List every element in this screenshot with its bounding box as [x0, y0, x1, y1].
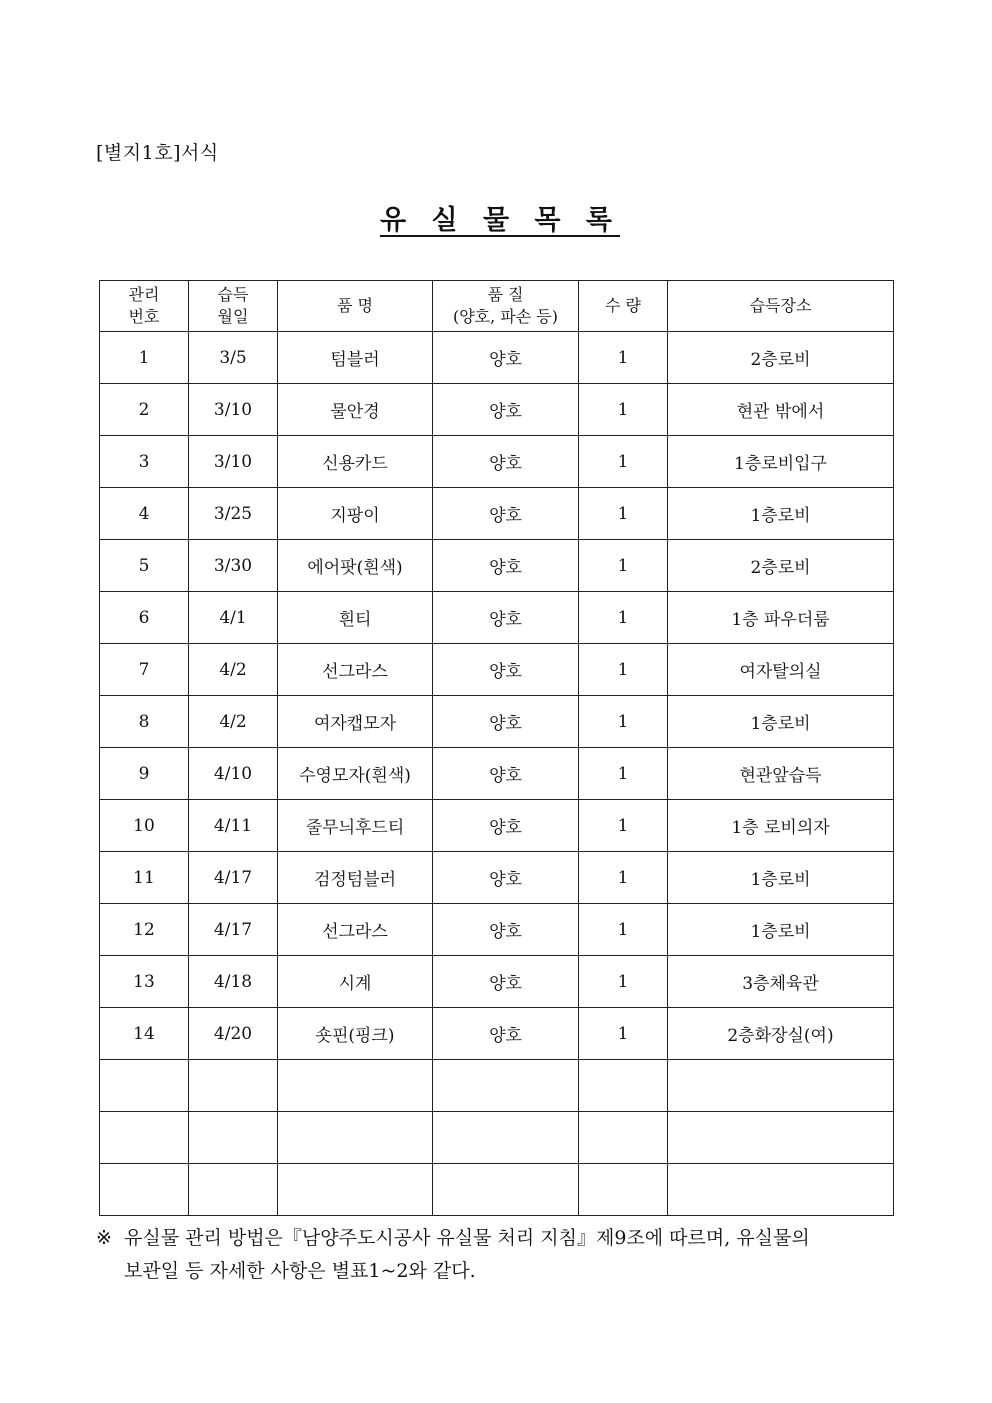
col-found-location-cell: 현관앞습득 [668, 748, 894, 800]
col-found-date-cell [189, 1112, 278, 1164]
col-found-location-header [668, 281, 894, 332]
col-item-condition-cell: 양호 [433, 644, 579, 696]
col-found-date-cell: 4/17 [189, 852, 278, 904]
col-management-number-cell [100, 1112, 189, 1164]
col-item-name-cell: 선그라스 [278, 644, 433, 696]
table-row [100, 800, 894, 852]
col-found-location-cell [668, 1112, 894, 1164]
col-item-condition-cell: 양호 [433, 332, 579, 384]
col-item-name-cell: 검정텀블러 [278, 852, 433, 904]
col-found-date-cell [189, 1060, 278, 1112]
col-item-condition-cell [433, 1112, 579, 1164]
col-item-condition-header [433, 281, 579, 332]
table-row [100, 332, 894, 384]
note-text-1: 유실물 관리 방법은『남양주도시공사 유실물 처리 지침』제9조에 따르며, 유실물의 [124, 1227, 810, 1249]
col-found-location-cell: 1층로비 [668, 696, 894, 748]
col-found-location-cell: 1층로비 [668, 488, 894, 540]
table-row [100, 540, 894, 592]
col-found-date-cell: 4/2 [189, 644, 278, 696]
col-quantity-cell: 1 [579, 1008, 668, 1060]
col-management-number-cell: 7 [100, 644, 189, 696]
col-found-location-cell: 1층 파우더룸 [668, 592, 894, 644]
col-quantity-cell: 1 [579, 748, 668, 800]
table-row [100, 592, 894, 644]
header-row [100, 281, 894, 332]
col-found-location-cell: 2층로비 [668, 332, 894, 384]
header-line-1: 품 질 [487, 285, 524, 304]
col-management-number-cell: 4 [100, 488, 189, 540]
col-item-condition-cell: 양호 [433, 540, 579, 592]
col-item-condition-cell: 양호 [433, 384, 579, 436]
note [96, 1222, 894, 1288]
col-item-name-cell: 텀블러 [278, 332, 433, 384]
col-quantity-cell: 1 [579, 436, 668, 488]
col-item-condition-cell: 양호 [433, 436, 579, 488]
col-found-location-cell: 2층로비 [668, 540, 894, 592]
col-management-number-cell: 14 [100, 1008, 189, 1060]
col-item-condition-cell: 양호 [433, 1008, 579, 1060]
col-item-name-header [278, 281, 433, 332]
note-line-2: 보관일 등 자세한 사항은 별표1~2와 같다. [124, 1260, 476, 1282]
table-row [100, 436, 894, 488]
col-found-date-cell: 4/18 [189, 956, 278, 1008]
col-found-date-cell: 3/10 [189, 436, 278, 488]
col-item-name-cell: 신용카드 [278, 436, 433, 488]
col-item-condition-cell: 양호 [433, 852, 579, 904]
table-row [100, 1060, 894, 1112]
col-management-number-cell [100, 1060, 189, 1112]
col-found-location-cell: 1층로비입구 [668, 436, 894, 488]
col-management-number-cell: 11 [100, 852, 189, 904]
col-management-number-cell: 1 [100, 332, 189, 384]
col-item-name-cell: 줄무늬후드티 [278, 800, 433, 852]
col-item-condition-cell: 양호 [433, 800, 579, 852]
form-label: [별지1호]서식 [96, 142, 219, 164]
col-item-condition-cell: 양호 [433, 904, 579, 956]
col-quantity-cell: 1 [579, 800, 668, 852]
page-title-wrapper [0, 198, 992, 237]
note-line-1 [96, 1222, 894, 1255]
col-found-date-cell: 4/1 [189, 592, 278, 644]
col-found-location-cell: 여자탈의실 [668, 644, 894, 696]
col-management-number-cell: 8 [100, 696, 189, 748]
table-row [100, 956, 894, 1008]
col-quantity-cell [579, 1164, 668, 1216]
col-item-name-cell [278, 1112, 433, 1164]
table-row [100, 1008, 894, 1060]
col-found-date-cell: 3/25 [189, 488, 278, 540]
col-found-date-cell: 4/20 [189, 1008, 278, 1060]
table-row [100, 1164, 894, 1216]
col-item-name-cell [278, 1060, 433, 1112]
col-management-number-cell: 13 [100, 956, 189, 1008]
col-found-date-header [189, 281, 278, 332]
col-found-date-cell: 4/2 [189, 696, 278, 748]
col-item-condition-cell: 양호 [433, 956, 579, 1008]
col-item-name-cell: 물안경 [278, 384, 433, 436]
col-found-date-cell [189, 1164, 278, 1216]
col-quantity-cell: 1 [579, 956, 668, 1008]
col-management-number-cell: 12 [100, 904, 189, 956]
col-quantity-cell [579, 1060, 668, 1112]
table-row [100, 488, 894, 540]
col-found-location-cell: 1층 로비의자 [668, 800, 894, 852]
table-body [100, 332, 894, 1216]
col-found-date-cell: 3/5 [189, 332, 278, 384]
col-quantity-cell: 1 [579, 696, 668, 748]
col-item-condition-cell: 양호 [433, 748, 579, 800]
header-line-2: 번호 [128, 307, 160, 326]
col-found-location-cell [668, 1060, 894, 1112]
col-item-name-cell: 여자캡모자 [278, 696, 433, 748]
col-quantity-header [579, 281, 668, 332]
header-line-2: 월일 [217, 307, 249, 326]
col-quantity-cell: 1 [579, 644, 668, 696]
col-found-date-cell: 3/30 [189, 540, 278, 592]
col-quantity-cell [579, 1112, 668, 1164]
header-line-1: 습득장소 [749, 296, 812, 315]
col-found-date-cell: 4/11 [189, 800, 278, 852]
table-header [100, 281, 894, 332]
header-line-1: 습득 [217, 285, 249, 304]
col-management-number-cell: 5 [100, 540, 189, 592]
col-item-name-cell: 에어팟(흰색) [278, 540, 433, 592]
col-item-name-cell: 지팡이 [278, 488, 433, 540]
col-quantity-cell: 1 [579, 904, 668, 956]
col-management-number-cell: 10 [100, 800, 189, 852]
col-found-location-cell [668, 1164, 894, 1216]
col-quantity-cell: 1 [579, 332, 668, 384]
col-management-number-cell: 3 [100, 436, 189, 488]
table-row [100, 852, 894, 904]
table-row [100, 904, 894, 956]
col-item-condition-cell: 양호 [433, 488, 579, 540]
col-item-condition-cell [433, 1164, 579, 1216]
col-item-name-cell: 흰티 [278, 592, 433, 644]
col-quantity-cell: 1 [579, 852, 668, 904]
col-management-number-header [100, 281, 189, 332]
table-row [100, 384, 894, 436]
col-quantity-cell: 1 [579, 592, 668, 644]
col-found-location-cell: 1층로비 [668, 904, 894, 956]
col-found-date-cell: 4/10 [189, 748, 278, 800]
col-item-name-cell: 선그라스 [278, 904, 433, 956]
col-item-name-cell: 숏핀(핑크) [278, 1008, 433, 1060]
col-found-location-cell: 현관 밖에서 [668, 384, 894, 436]
table-row [100, 644, 894, 696]
col-found-location-cell: 2층화장실(여) [668, 1008, 894, 1060]
col-item-name-cell: 수영모자(흰색) [278, 748, 433, 800]
col-item-condition-cell: 양호 [433, 696, 579, 748]
note-mark: ※ [96, 1227, 112, 1249]
lost-items-table [99, 280, 894, 1216]
col-found-location-cell: 1층로비 [668, 852, 894, 904]
col-item-name-cell [278, 1164, 433, 1216]
table-row [100, 1112, 894, 1164]
col-quantity-cell: 1 [579, 488, 668, 540]
page-title: 유 실 물 목 록 [379, 205, 620, 236]
col-item-name-cell: 시계 [278, 956, 433, 1008]
header-line-1: 수 량 [605, 296, 641, 315]
header-line-2: (양호, 파손 등) [452, 307, 559, 326]
header-line-1: 품 명 [337, 296, 373, 315]
col-item-condition-cell: 양호 [433, 592, 579, 644]
col-found-date-cell: 4/17 [189, 904, 278, 956]
table-row [100, 696, 894, 748]
col-management-number-cell [100, 1164, 189, 1216]
col-quantity-cell: 1 [579, 540, 668, 592]
col-management-number-cell: 9 [100, 748, 189, 800]
header-line-1: 관리 [128, 285, 160, 304]
col-found-location-cell: 3층체육관 [668, 956, 894, 1008]
col-management-number-cell: 6 [100, 592, 189, 644]
col-found-date-cell: 3/10 [189, 384, 278, 436]
col-management-number-cell: 2 [100, 384, 189, 436]
table-row [100, 748, 894, 800]
col-quantity-cell: 1 [579, 384, 668, 436]
col-item-condition-cell [433, 1060, 579, 1112]
